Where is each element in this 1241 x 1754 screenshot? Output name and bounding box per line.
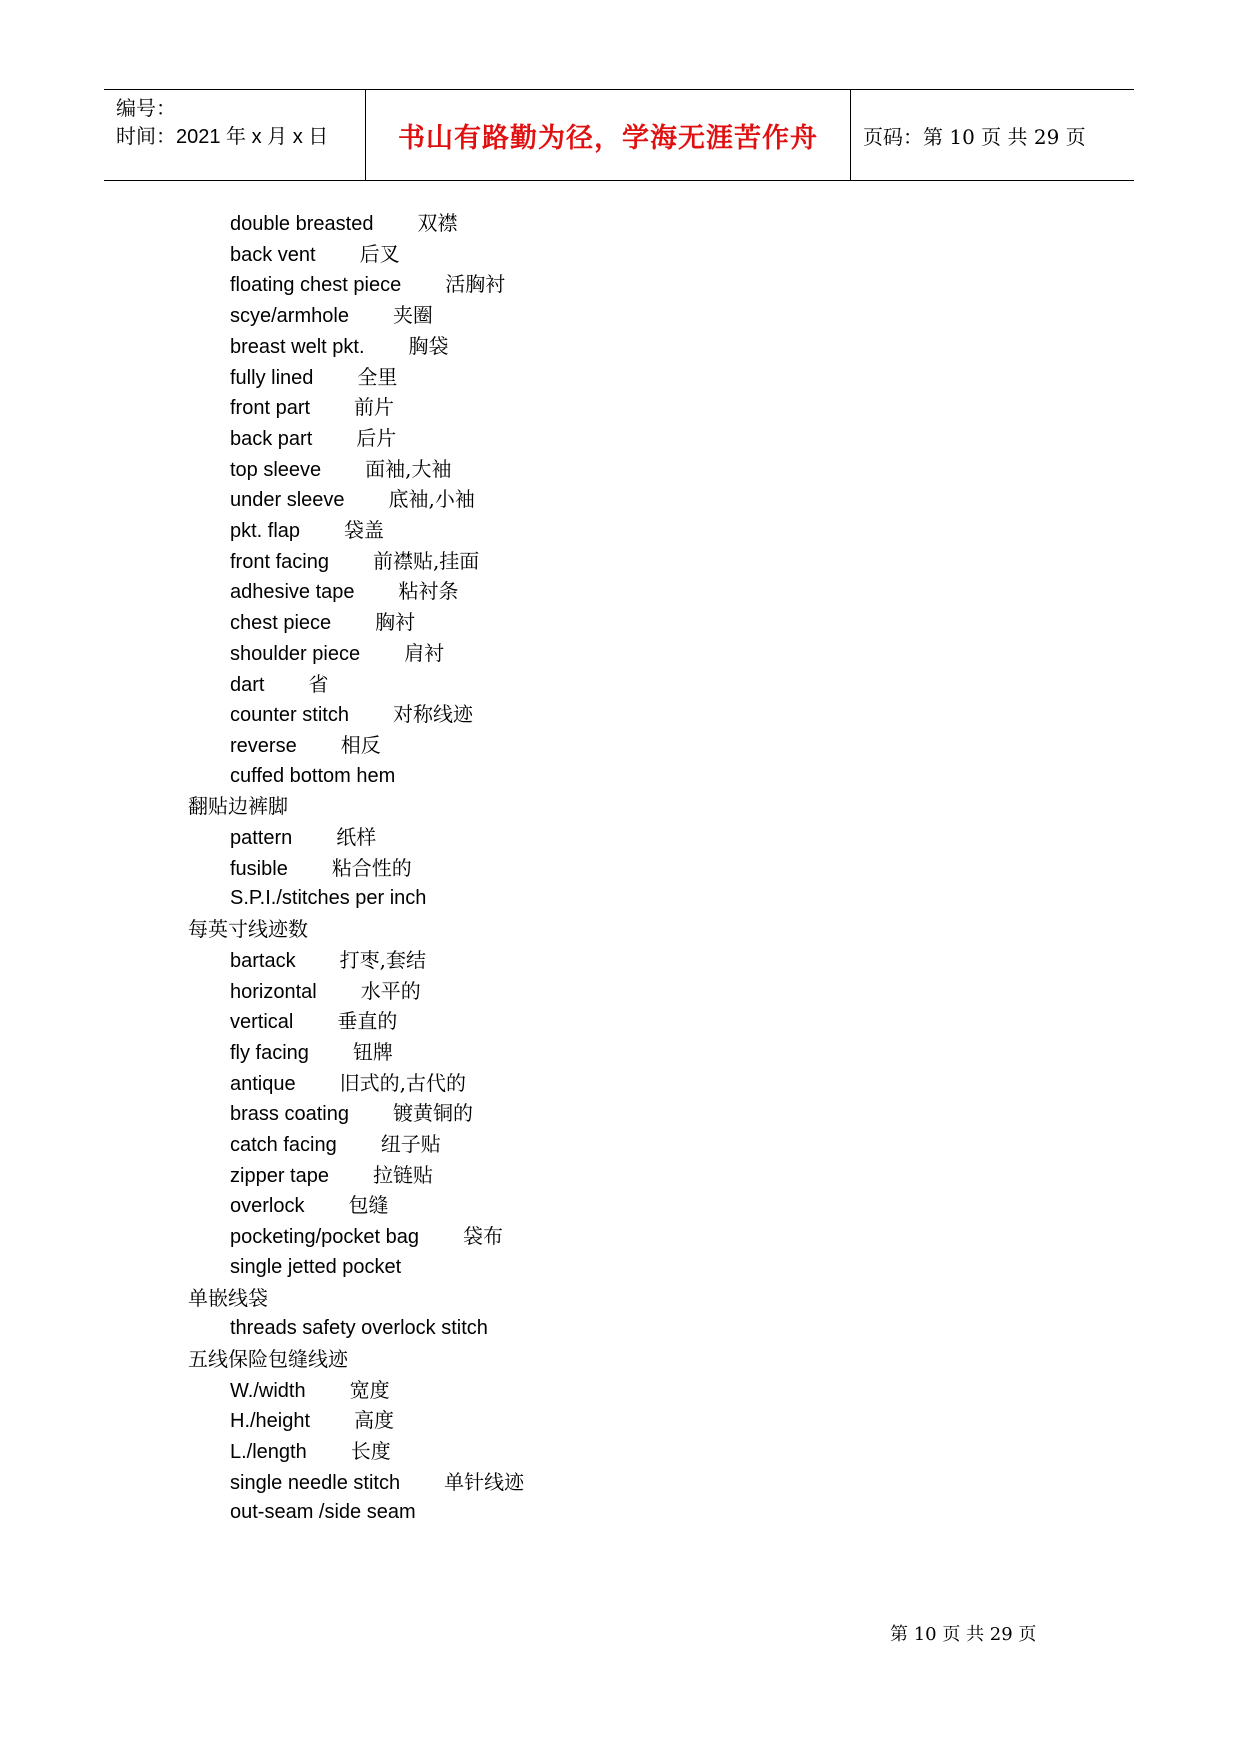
glossary-entry <box>230 607 415 637</box>
glossary-translation: 单针线迹 <box>444 1469 525 1494</box>
glossary-entry <box>230 454 452 484</box>
glossary-term: out-seam /side seam <box>230 1501 416 1524</box>
glossary-entry <box>230 1037 393 1067</box>
glossary-translation-line: 五线保险包缝线迹 <box>188 1346 348 1371</box>
glossary-entry <box>230 239 400 269</box>
glossary-entry <box>230 515 384 545</box>
glossary-entry <box>230 1160 433 1190</box>
glossary-entry <box>230 484 475 514</box>
glossary-term: counter stitch <box>230 704 349 727</box>
glossary-translation: 双襟 <box>417 211 458 235</box>
glossary-entry <box>230 1221 503 1251</box>
glossary-term: threads safety overlock stitch <box>230 1317 488 1340</box>
glossary-entry <box>230 638 444 668</box>
glossary-term: single needle stitch <box>230 1471 401 1494</box>
glossary-term: fusible <box>230 857 288 880</box>
glossary-entry <box>230 1129 441 1159</box>
glossary-term: H./height <box>230 1410 311 1433</box>
glossary-term: top sleeve <box>230 458 322 481</box>
glossary-translation: 拉链贴 <box>372 1162 433 1187</box>
glossary-entry <box>230 576 459 606</box>
glossary-term: bartack <box>230 949 296 972</box>
glossary-entry <box>230 423 396 453</box>
glossary-term: chest piece <box>230 612 332 635</box>
glossary-translation: 底袖,小袖 <box>388 487 475 512</box>
glossary-term: front part <box>230 397 311 420</box>
glossary-term: scye/armhole <box>230 305 349 328</box>
glossary-term: horizontal <box>230 980 317 1003</box>
glossary-entry <box>230 976 421 1006</box>
glossary-entry <box>230 392 394 422</box>
glossary-entry <box>230 730 381 760</box>
document-time-label: 时间：2021 年 x 月 x 日 <box>116 126 329 148</box>
glossary-term: breast welt pkt. <box>230 335 365 358</box>
glossary-translation: 胸袋 <box>408 333 449 358</box>
glossary-translation: 钮牌 <box>352 1039 393 1064</box>
glossary-translation: 垂直的 <box>337 1009 398 1034</box>
glossary-term: single jetted pocket <box>230 1255 402 1278</box>
glossary-term: S.P.I./stitches per inch <box>230 887 427 910</box>
glossary-translation: 水平的 <box>360 978 421 1003</box>
glossary-term: overlock <box>230 1195 305 1218</box>
glossary-translation: 全里 <box>357 364 398 389</box>
glossary-translation: 后片 <box>356 425 397 450</box>
glossary-term: double breasted <box>230 213 374 235</box>
header-motto: 书山有路勤为径，学海无涯苦作舟 <box>398 122 818 154</box>
glossary-entry <box>230 1068 466 1098</box>
glossary-translation-line: 每英寸线迹数 <box>188 917 308 942</box>
glossary-term: cuffed bottom hem <box>230 764 396 787</box>
glossary-translation: 袋盖 <box>344 518 385 542</box>
glossary-translation: 肩衬 <box>404 640 445 665</box>
glossary-translation: 后叉 <box>359 241 400 266</box>
glossary-translation: 纸样 <box>336 825 377 849</box>
glossary-entry <box>230 546 479 576</box>
glossary-entry <box>230 1252 401 1282</box>
glossary-term: brass coating <box>230 1103 349 1126</box>
glossary-term: fly facing <box>230 1041 309 1064</box>
glossary-entry <box>230 699 473 729</box>
glossary-translation: 相反 <box>340 732 381 757</box>
glossary-term: under sleeve <box>230 489 345 512</box>
glossary-entry <box>230 669 328 699</box>
glossary-entry <box>230 945 426 975</box>
glossary-translation: 对称线迹 <box>392 702 473 727</box>
glossary-term: vertical <box>230 1011 294 1034</box>
glossary-translation: 前片 <box>354 395 395 420</box>
glossary-term: pattern <box>230 827 293 849</box>
glossary-entry <box>230 1467 524 1497</box>
glossary-term: W./width <box>230 1379 306 1402</box>
glossary-entry <box>230 1375 390 1405</box>
glossary-translation: 粘衬条 <box>398 579 459 604</box>
glossary-entry <box>230 331 449 361</box>
glossary-translation: 袋布 <box>463 1224 504 1249</box>
glossary-term: shoulder piece <box>230 642 361 665</box>
glossary-entry <box>230 300 433 330</box>
glossary-term: floating chest piece <box>230 274 402 297</box>
glossary-entry <box>230 1497 416 1527</box>
header-page-label: 页码：第 10 页 共 29 页 <box>863 124 1086 149</box>
glossary-entry <box>230 883 426 913</box>
glossary-entry <box>230 1190 388 1220</box>
glossary-term: catch facing <box>230 1134 337 1156</box>
glossary-translation: 长度 <box>350 1439 391 1463</box>
glossary-term: dart <box>230 673 265 696</box>
document-number-label: 编号： <box>116 98 176 120</box>
glossary-term: back part <box>230 427 313 450</box>
glossary-translation: 镀黄铜的 <box>392 1101 473 1126</box>
glossary-translation: 粘合性的 <box>331 855 412 880</box>
page-footer: 第 10 页 共 29 页 <box>890 1624 1037 1645</box>
glossary-term: L./length <box>230 1441 307 1463</box>
glossary-entry <box>230 1436 391 1466</box>
glossary-translation: 面袖,大袖 <box>365 456 452 481</box>
glossary-term: pocketing/pocket bag <box>230 1226 420 1249</box>
glossary-translation: 省 <box>308 671 329 696</box>
glossary-translation: 纽子贴 <box>380 1132 441 1156</box>
glossary-translation: 夹圈 <box>392 303 433 328</box>
glossary-translation: 胸衬 <box>375 610 416 635</box>
glossary-term: back vent <box>230 243 316 266</box>
glossary-term: reverse <box>230 734 297 757</box>
glossary-entry <box>230 1405 394 1435</box>
glossary-entry <box>230 362 397 392</box>
glossary-translation: 打枣,套结 <box>339 947 426 972</box>
glossary-entry <box>230 1006 397 1036</box>
glossary-entry <box>230 208 457 238</box>
glossary-term: adhesive tape <box>230 581 355 604</box>
glossary-entry <box>230 822 376 852</box>
glossary-translation: 活胸衬 <box>445 272 506 297</box>
glossary-entry <box>230 269 505 299</box>
glossary-translation-line: 翻贴边裤脚 <box>188 794 288 819</box>
glossary-entry <box>230 761 395 791</box>
glossary-term: front facing <box>230 550 329 573</box>
glossary-translation-line: 单嵌线袋 <box>188 1285 268 1310</box>
glossary-entry <box>230 1098 473 1128</box>
glossary-term: pkt. flap <box>230 520 301 542</box>
glossary-translation: 包缝 <box>348 1193 389 1218</box>
glossary-translation: 宽度 <box>349 1377 390 1402</box>
glossary-term: antique <box>230 1072 296 1095</box>
glossary-entry <box>230 853 412 883</box>
glossary-term: fully lined <box>230 366 314 389</box>
glossary-term: zipper tape <box>230 1164 329 1187</box>
glossary-translation: 旧式的,古代的 <box>339 1070 466 1095</box>
glossary-entry <box>230 1313 488 1343</box>
glossary-translation: 前襟贴,挂面 <box>372 548 480 573</box>
glossary-translation: 高度 <box>354 1408 395 1433</box>
